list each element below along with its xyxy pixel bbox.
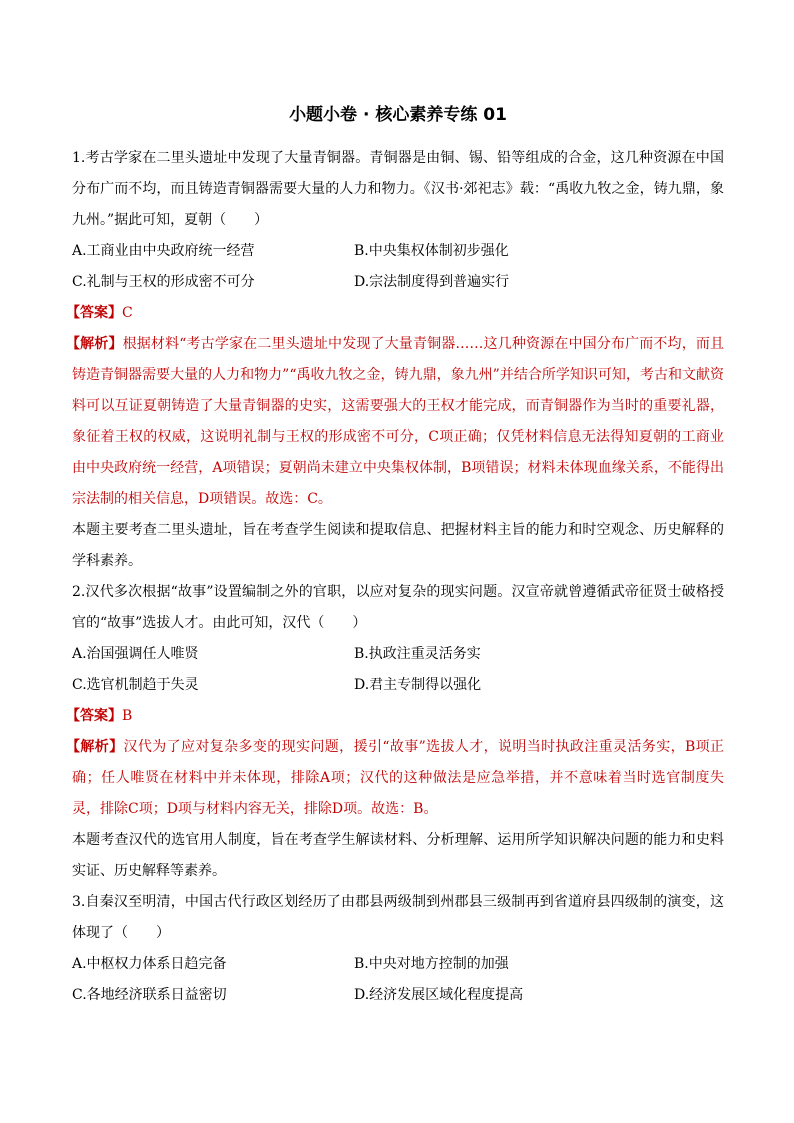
option-d: D.宗法制度得到普遍实行 [354,274,510,290]
summary-paragraph: 本题考查汉代的选官用人制度，旨在考查学生解读材料、分析理解、运用所学知识解决问题的能力和史料实证、历史解释等素养。 [72,832,724,879]
answer-value: C [122,305,133,321]
question-2 [66,577,724,887]
option-c: C.各地经济联系日益密切 [72,987,227,1003]
question-1 [66,143,724,577]
option-a: A.治国强调任人唯贤 [72,646,199,662]
option-a: A.中枢权力体系日趋完备 [72,956,227,972]
answer-value: B [122,708,133,724]
option-a: A.工商业由中央政府统一经营 [72,243,255,259]
answer-tag: 【答案】 [66,708,122,724]
analysis-text: 根据材料“考古学家在二里头遗址中发现了大量青铜器……这几种资源在中国分布广而不均，而且铸造青铜器需要大量的人力和物力”“禹收九牧之金，铸九鼎，象九州”并结合所学知识可知，考古和文献资料可以互证夏朝铸造了大量青铜器的史实，这需要强大的王权才能完成，而青铜器作为当时的重要礼器，象征着王权的权威，这说明礼制与王权的形成密不可分，C项正确；仅凭材料信息无法得知夏朝的工商业由中央政府统一经营，A项错误；夏朝尚未建立中央集权体制，B项错误；材料未体现血缘关系，不能得出宗法制的相关信息，D项错误。故选：C。 [72,336,724,507]
analysis-paragraph [66,732,724,825]
question-stem: 1.考古学家在二里头遗址中发现了大量青铜器。青铜器是由铜、锡、铅等组成的合金，这几种资源在中国分布广而不均，而且铸造青铜器需要大量的人力和物力。《汉书·郊祀志》载：“禹收九牧之金，铸九鼎，象九州。”据此可知，夏朝（ ） [72,150,724,228]
analysis-text: 汉代为了应对复杂多变的现实问题，援引“故事”选拔人才，说明当时执政注重灵活务实，B项正确；任人唯贤在材料中并未体现，排除A项；汉代的这种做法是应急举措，并不意味着当时选官制度失灵，排除C项；D项与材料内容无关，排除D项。故选：B。 [72,739,724,817]
analysis-paragraph [66,329,724,515]
analysis-tag: 【解析】 [66,739,124,755]
option-list [72,639,724,701]
option-c: C.礼制与王权的形成密不可分 [72,274,255,290]
option-d: D.君主专制得以强化 [354,677,482,693]
option-list [72,949,724,1011]
answer-tag: 【答案】 [66,305,122,321]
question-stem: 3.自秦汉至明清，中国古代行政区划经历了由郡县两级制到州郡县三级制再到省道府县四级制的演变，这体现了（ ） [72,894,724,941]
answer-line [66,701,724,732]
summary-paragraph: 本题主要考查二里头遗址，旨在考查学生阅读和提取信息、把握材料主旨的能力和时空观念、历史解释的学科素养。 [72,522,724,569]
option-b: B.中央对地方控制的加强 [354,956,509,972]
option-c: C.选官机制趋于失灵 [72,677,199,693]
page-title: 小题小卷 · 核心素养专练 01 [289,105,507,125]
question-stem: 2.汉代多次根据“故事”设置编制之外的官职，以应对复杂的现实问题。汉宣帝就曾遵循武帝征贤士破格授官的“故事”选拔人才。由此可知，汉代（ ） [72,584,724,631]
option-d: D.经济发展区域化程度提高 [354,987,524,1003]
option-b: B.执政注重灵活务实 [354,646,481,662]
option-b: B.中央集权体制初步强化 [354,243,509,259]
question-3 [72,887,724,1011]
analysis-tag: 【解析】 [66,336,123,352]
option-list [72,236,724,298]
answer-line [66,298,724,329]
